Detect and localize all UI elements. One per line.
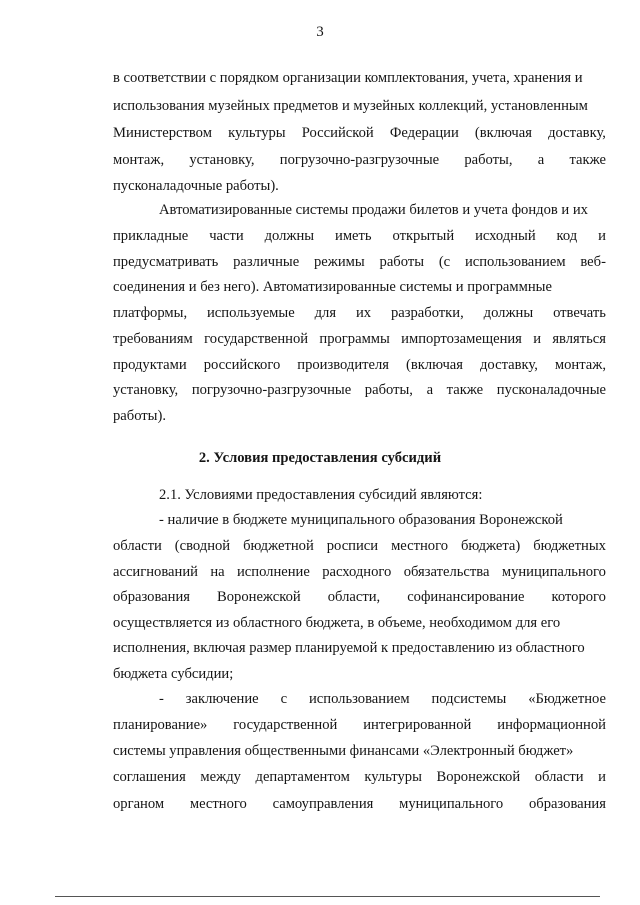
word: области bbox=[113, 538, 162, 554]
word: должны bbox=[483, 305, 534, 321]
word: и bbox=[533, 331, 542, 347]
word: импортозамещения bbox=[401, 331, 522, 347]
text-line bbox=[113, 486, 606, 504]
text-line bbox=[113, 97, 606, 115]
word: погрузочно-разгрузочные bbox=[279, 152, 440, 168]
word: ассигнований bbox=[113, 564, 198, 580]
word: иметь bbox=[335, 228, 372, 244]
word: монтаж, bbox=[113, 152, 165, 168]
word: а bbox=[426, 382, 434, 398]
text-line bbox=[113, 690, 606, 708]
text-line bbox=[113, 278, 606, 296]
word: культуры bbox=[228, 125, 286, 141]
word: исполнение bbox=[236, 564, 310, 580]
word: использования музейных предметов и музейных коллекций, установленным bbox=[113, 98, 588, 114]
word: исполнения, включая размер планируемой к предоставлению из областного bbox=[113, 640, 585, 656]
word: - наличие в бюджете муниципального образования Воронежской bbox=[159, 512, 563, 528]
word: установку, bbox=[113, 382, 179, 398]
text-line bbox=[113, 563, 606, 581]
word: работы bbox=[379, 254, 425, 270]
word: погрузочно-разгрузочные bbox=[191, 382, 352, 398]
word: которого bbox=[551, 589, 606, 605]
word: пусконаладочные работы). bbox=[113, 178, 279, 194]
word: Воронежской bbox=[436, 769, 521, 785]
word: заключение bbox=[185, 691, 259, 707]
text-line bbox=[113, 356, 606, 374]
word: использованием bbox=[308, 691, 410, 707]
word: исходный bbox=[475, 228, 536, 244]
word: росписи bbox=[326, 538, 379, 554]
text-line bbox=[113, 201, 606, 219]
word: разработки, bbox=[390, 305, 464, 321]
word: их bbox=[355, 305, 372, 321]
word: расходного bbox=[322, 564, 392, 580]
word: бюджетных bbox=[533, 538, 606, 554]
word: области, bbox=[327, 589, 381, 605]
word: также bbox=[446, 382, 484, 398]
word: осуществляется из областного бюджета, в объеме, необходимом для его bbox=[113, 615, 561, 631]
word: а bbox=[537, 152, 545, 168]
word: Федерации bbox=[389, 125, 459, 141]
word: органом bbox=[113, 796, 165, 812]
footer-rule bbox=[55, 896, 600, 897]
word: (с bbox=[438, 254, 451, 270]
word: - bbox=[159, 691, 164, 707]
text-line bbox=[113, 124, 606, 142]
word: департаментом bbox=[255, 769, 350, 785]
word: режимы bbox=[314, 254, 365, 270]
word: Российской bbox=[301, 125, 374, 141]
word: открытый bbox=[392, 228, 455, 244]
text-line bbox=[113, 614, 606, 632]
word: прикладные bbox=[113, 228, 189, 244]
word: софинансирование bbox=[407, 589, 525, 605]
text-line bbox=[113, 407, 606, 425]
word: работы). bbox=[113, 408, 166, 424]
word: муниципального bbox=[501, 564, 606, 580]
word: российского bbox=[203, 357, 281, 373]
section-heading: 2. Условия предоставления субсидий bbox=[198, 450, 442, 466]
word: планирование» bbox=[113, 717, 208, 733]
word: различные bbox=[233, 254, 300, 270]
word: веб- bbox=[580, 254, 606, 270]
text-line bbox=[113, 795, 606, 813]
word: культуры bbox=[364, 769, 422, 785]
word: отвечать bbox=[553, 305, 606, 321]
word: местного bbox=[189, 796, 247, 812]
text-line bbox=[113, 253, 606, 271]
word: интегрированной bbox=[363, 717, 472, 733]
page-number: 3 bbox=[316, 24, 324, 40]
word: для bbox=[314, 305, 337, 321]
word: обязательства bbox=[403, 564, 490, 580]
text-line bbox=[113, 768, 606, 786]
text-line bbox=[113, 665, 606, 683]
word: с bbox=[280, 691, 288, 707]
word: бюджета субсидии; bbox=[113, 666, 234, 682]
word: (сводной bbox=[174, 538, 231, 554]
text-line bbox=[113, 639, 606, 657]
word: государственной bbox=[233, 717, 338, 733]
text-line bbox=[113, 537, 606, 555]
word: Автоматизированные системы продажи билетов и учета фондов и их bbox=[159, 202, 588, 218]
text-line bbox=[113, 151, 606, 169]
word: муниципального bbox=[399, 796, 504, 812]
word: между bbox=[200, 769, 241, 785]
word: работы, bbox=[364, 382, 413, 398]
text-line bbox=[113, 227, 606, 245]
word: соединения и без него). Автоматизированные системы и программные bbox=[113, 279, 552, 295]
word: образования bbox=[528, 796, 606, 812]
word: предусматривать bbox=[113, 254, 219, 270]
word: (включая bbox=[474, 125, 532, 141]
word: должны bbox=[264, 228, 315, 244]
word: также bbox=[569, 152, 606, 168]
word: образования bbox=[113, 589, 190, 605]
word: самоуправления bbox=[272, 796, 374, 812]
word: Воронежской bbox=[217, 589, 301, 605]
word: установку, bbox=[189, 152, 255, 168]
word: платформы, bbox=[113, 305, 188, 321]
word: код bbox=[556, 228, 578, 244]
word: работы, bbox=[464, 152, 513, 168]
word: бюджета) bbox=[461, 538, 521, 554]
word: доставку, bbox=[548, 125, 606, 141]
text-line bbox=[113, 716, 606, 734]
word: пусконаладочные bbox=[496, 382, 606, 398]
word: «Бюджетное bbox=[528, 691, 606, 707]
word: программы bbox=[319, 331, 390, 347]
word: государственной bbox=[204, 331, 309, 347]
text-line bbox=[113, 381, 606, 399]
text-line bbox=[113, 511, 606, 529]
word: соглашения bbox=[113, 769, 186, 785]
word: Министерством bbox=[113, 125, 212, 141]
word: на bbox=[210, 564, 225, 580]
text-line bbox=[113, 330, 606, 348]
word: продуктами bbox=[113, 357, 187, 373]
text-line bbox=[113, 304, 606, 322]
word: 2.1. Условиями предоставления субсидий являются: bbox=[159, 487, 483, 503]
word: монтаж, bbox=[554, 357, 606, 373]
word: и bbox=[598, 228, 606, 244]
word: и bbox=[598, 769, 606, 785]
word: системы управления общественными финансами «Электронный бюджет» bbox=[113, 743, 574, 759]
word: доставку, bbox=[480, 357, 538, 373]
text-line bbox=[113, 69, 606, 87]
word: области bbox=[534, 769, 584, 785]
text-line bbox=[113, 177, 606, 195]
word: части bbox=[209, 228, 244, 244]
word: местного bbox=[391, 538, 449, 554]
word: используемые bbox=[207, 305, 295, 321]
word: (включая bbox=[406, 357, 463, 373]
word: бюджетной bbox=[243, 538, 314, 554]
word: являться bbox=[552, 331, 606, 347]
text-line bbox=[113, 588, 606, 606]
word: использованием bbox=[464, 254, 566, 270]
word: подсистемы bbox=[431, 691, 507, 707]
word: в соответствии с порядком организации комплектования, учета, хранения и bbox=[113, 70, 583, 86]
text-line bbox=[113, 742, 606, 760]
word: производителя bbox=[297, 357, 389, 373]
word: требованиям bbox=[113, 331, 193, 347]
word: информационной bbox=[497, 717, 606, 733]
